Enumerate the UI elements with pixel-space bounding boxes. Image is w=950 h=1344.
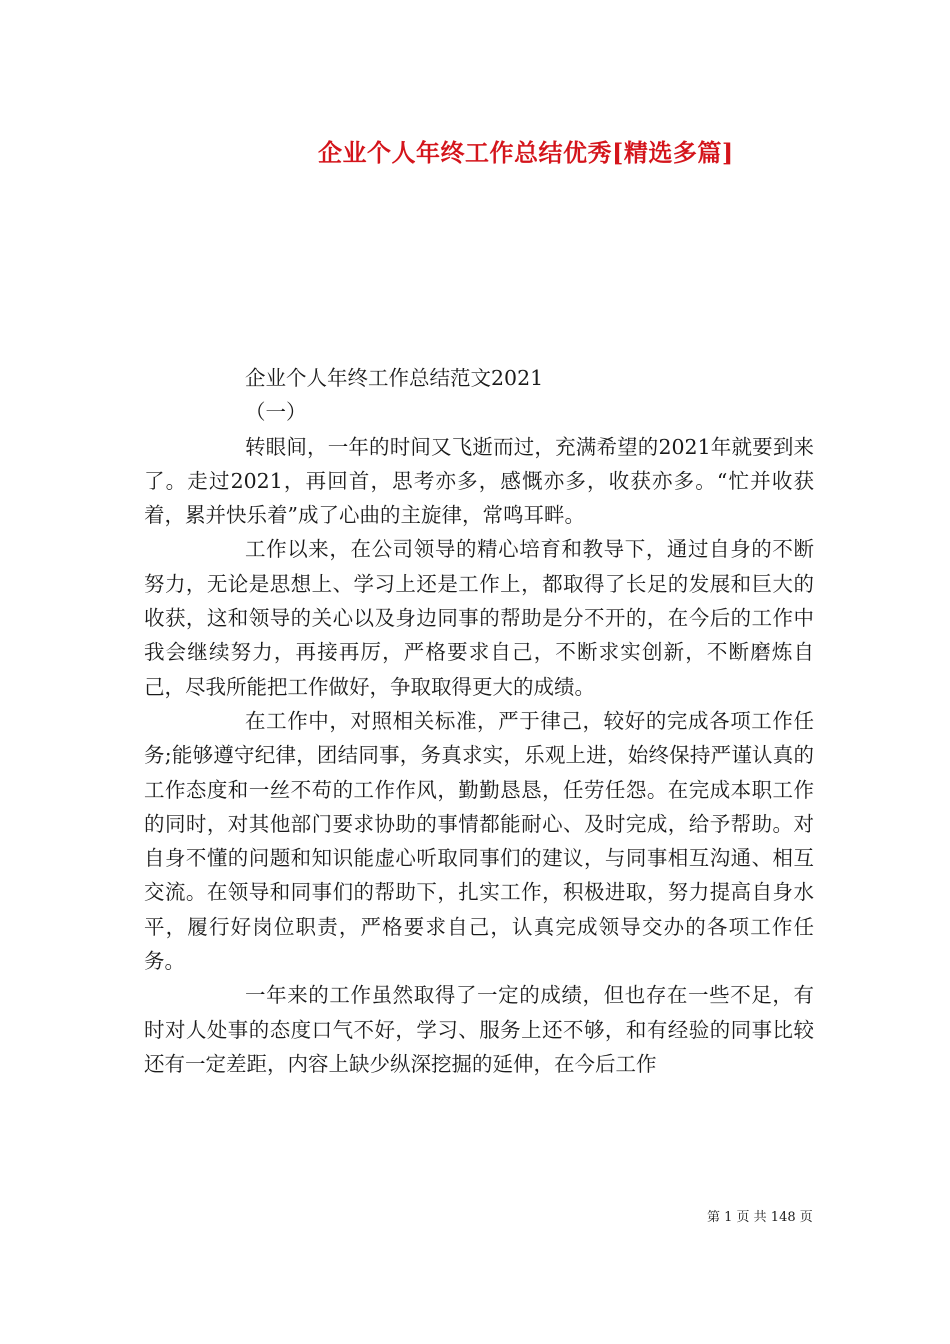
document-body (144, 361, 814, 1081)
paragraph-2: 工作以来，在公司领导的精心培育和教导下，通过自身的不断努力，无论是思想上、学习上还是工作上，都取得了长足的发展和巨大的收获，这和领导的关心以及身边同事的帮助是分不开的，在今后的工作中我会继续努力，再接再厉，严格要求自己，不断求实创新，不断磨炼自己，尽我所能把工作做好，争取取得更大的成绩。 (144, 537, 814, 699)
section-number: （一） (245, 400, 307, 425)
paragraph-1: 转眼间，一年的时间又飞逝而过，充满希望的2021年就要到来了。走过2021，再回首，思考亦多，感慨亦多，收获亦多。“忙并收获着，累并快乐着”成了心曲的主旋律，常鸣耳畔。 (144, 434, 814, 528)
page-number-footer: 第 1 页 共 148 页 (707, 1210, 813, 1225)
document-title: 企业个人年终工作总结优秀[精选多篇] (318, 138, 734, 167)
paragraph-3: 在工作中，对照相关标准，严于律己，较好的完成各项工作任务;能够遵守纪律，团结同事，务真求实，乐观上进，始终保持严谨认真的工作态度和一丝不苟的工作作风，勤勤恳恳，任劳任怨。在完成本职工作的同时，对其他部门要求协助的事情都能耐心、及时完成，给予帮助。对自身不懂的问题和知识能虚心听取同事们的建议，与同事相互沟通、相互交流。在领导和同事们的帮助下，扎实工作，积极进取，努力提高自身水平，履行好岗位职责，严格要求自己，认真完成领导交办的各项工作任务。 (144, 708, 814, 974)
document-subtitle: 企业个人年终工作总结范文2021 (245, 366, 544, 390)
paragraph-4: 一年来的工作虽然取得了一定的成绩，但也存在一些不足，有时对人处事的态度口气不好，学习、服务上还不够，和有经验的同事比较还有一定差距，内容上缺少纵深挖掘的延伸，在今后工作 (144, 983, 814, 1076)
